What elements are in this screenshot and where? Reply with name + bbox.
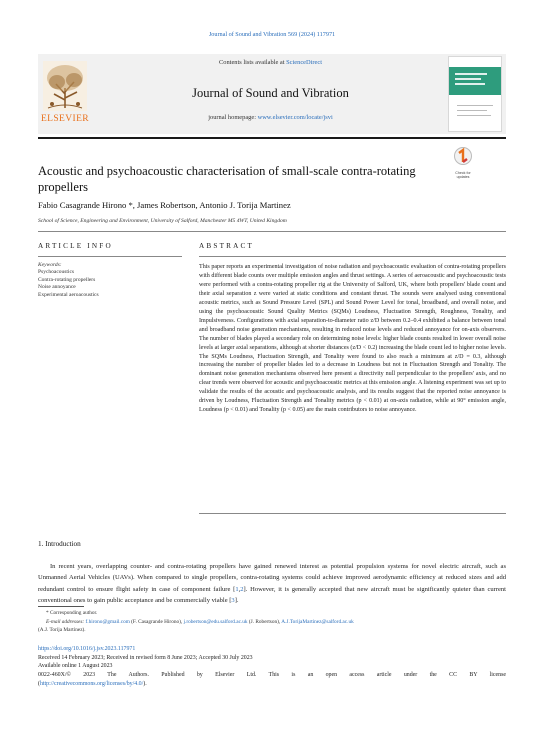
check-updates-icon: [452, 146, 474, 166]
cover-text-line: [457, 115, 491, 116]
contents-line: [98, 59, 443, 66]
cover-text-line: [457, 105, 493, 106]
citation-link-3[interactable]: 3: [231, 597, 235, 605]
introduction-paragraph: [38, 561, 506, 606]
email-link[interactable]: f.hirono@gmail.com: [85, 618, 130, 625]
email-owner: (J. Robertson),: [247, 618, 282, 625]
cover-band: [449, 67, 501, 95]
cover-text-line: [457, 110, 487, 111]
intro-text-part: In recent years, overlapping counter- and contra-rotating propellers have gained renewed interest as potential propulsion systems for novel electric aircraft, such as Unmanned Aerial Vehicles (UAVs). When compared to single propellers, contra-rotating systems could achieve improved aerodynamic efficiency at reduced sizes and add redundant control to ensure flight safety in case of component failure [: [38, 563, 506, 593]
homepage-link[interactable]: www.elsevier.com/locate/jsvi: [257, 114, 333, 121]
license-statement: 0022-460X/© 2023 The Authors. Published by Elsevier Ltd. This is an open access article under the CC BY license: [38, 672, 506, 679]
contents-prefix: Contents lists available at: [219, 59, 287, 66]
keyword-item: Psychoacoustics: [38, 269, 75, 276]
introduction-heading: 1. Introduction: [38, 540, 81, 548]
email-label: E-mail addresses:: [46, 618, 85, 625]
email-link[interactable]: A.J.TorijaMartinez@salford.ac.uk: [281, 618, 354, 625]
homepage-prefix: journal homepage:: [208, 114, 258, 121]
corresponding-author-note: * Corresponding author.: [46, 610, 98, 616]
doi-link[interactable]: https://doi.org/10.1016/j.jsv.2023.117971: [38, 646, 136, 652]
elsevier-logo[interactable]: [40, 58, 90, 126]
article-metadata: [38, 645, 506, 689]
email-link[interactable]: j.robertson@edu.salford.ac.uk: [183, 618, 248, 625]
cover-title-line: [455, 78, 481, 80]
journal-citation[interactable]: Journal of Sound and Vibration 569 (2024) 117971: [208, 31, 336, 38]
keyword-item: Experimental aeroacoustics: [38, 291, 99, 298]
author-list[interactable]: Fabio Casagrande Hirono *, James Robertson, Antonio J. Torija Martinez: [38, 200, 291, 210]
email-owner: (A.J. Torija Martinez).: [38, 627, 86, 634]
available-online-date: Available online 1 August 2023: [38, 663, 113, 670]
abstract-rule: [199, 256, 506, 257]
journal-homepage-line: [98, 114, 443, 121]
abstract-text: This paper reports an experimental investigation of noise radiation and psychoacoustic evaluation of contra-rotating propellers with different blade counts over multiple emission angles and thrust settings. A series of aeroacoustic and psychoacoustic tests were performed with a contra-rotating propeller rig at the University of Salford, UK, where both propellers' blade count and their axial separation z were varied at static conditions and constant thrust. The sounds were analysed using conventional acoustic metrics, such as Sound Pressure Level (SPL) and Sound Power Level for tonal, broadband, and overall noise, and using the psychoacoustic Sound Quality Metrics (SQMs) Loudness, Fluctuation Strength, Roughness, Tonality, and Impulsiveness. Configurations with axial separation-to-diameter ratio z/D between 0.2–0.4 exhibited a balance between tonal and broadband noise generation mechanisms, resulting in reduced noise levels and reduced annoyance for on-axis observers. The number of blades played a secondary role on determining noise levels: higher blade counts resulted in lower overall noise levels at larger axial separations, although at shorter distances (z/D < 0.2) increasing the blade count led to higher noise levels. The SQMs Loudness, Fluctuation Strength, and Tonality were found to also reach a minimum at z/D = 0.3, although increasing the number of propeller blades led to a decrease in Loudness but not in Fluctuation Strength and Tonality. The dominant noise generation mechanisms observed here present a directivity null perpendicular to the propellers' axis, and no clear trends were observed for acoustic and psychoacoustic metrics at this emission angle. A listening experiment was set up to validate the results of the acoustic and psychoacoustic analysis, and its results suggest that the reported noise annoyance is driven by Loudness, Fluctuation Strength and Tonality metrics (p < 0.01) at on-axis radiation, while at 90° emission angle, Loudness (p < 0.01) and Tonality (p < 0.05) are the main contributors to noise annoyance.: [199, 264, 506, 414]
citation-link-1[interactable]: 1: [235, 585, 239, 593]
article-info-heading: ARTICLE INFO: [38, 242, 113, 250]
received-dates: Received 14 February 2023; Received in revised form 8 June 2023; Accepted 30 July 2023: [38, 654, 253, 661]
abstract-heading: ABSTRACT: [199, 242, 255, 250]
license-link-line: (http://creativecommons.org/licenses/by/4.0/).: [38, 680, 147, 687]
check-for-updates-badge[interactable]: [452, 146, 474, 179]
article-title: Acoustic and psychoacoustic characterisation of small-scale contra-rotating propellers: [38, 164, 416, 194]
journal-title: Journal of Sound and Vibration: [192, 86, 349, 100]
license-link[interactable]: http://creativecommons.org/licenses/by/4.0/: [39, 680, 144, 687]
keyword-item: Noise annoyance: [38, 284, 76, 291]
keywords-block: [38, 262, 182, 299]
footnotes: [38, 609, 506, 635]
email-owner: (F. Casagrande Hirono),: [129, 618, 184, 625]
citation-separator: ,: [238, 585, 241, 593]
author-affiliation: School of Science, Engineering and Environment, University of Salford, Manchester M5 4WT, United Kingdom: [38, 218, 287, 224]
intro-text-part: ]. However, it is generally accepted that new aircraft must be significantly quieter than current conventional ones to gain public acceptance and be commercially viable [: [38, 585, 506, 605]
elsevier-wordmark: ELSEVIER: [40, 114, 90, 124]
cover-title-line: [455, 73, 487, 75]
journal-cover-thumbnail[interactable]: [448, 56, 502, 132]
keywords-label: Keywords:: [38, 262, 62, 268]
citation-link-2[interactable]: 2: [240, 585, 244, 593]
email-addresses: [38, 618, 506, 627]
article-info-rule: [38, 256, 182, 257]
cover-title-line: [455, 83, 485, 85]
header-rule: [38, 137, 506, 139]
abstract-bottom-rule: [199, 513, 506, 514]
check-updates-label: Check for updates: [455, 171, 471, 179]
sciencedirect-link[interactable]: ScienceDirect: [286, 59, 322, 66]
keyword-item: Contra-rotating propellers: [38, 276, 96, 283]
footnote-rule: [38, 606, 84, 607]
title-rule: [38, 231, 506, 232]
intro-text-part: ].: [234, 597, 239, 605]
